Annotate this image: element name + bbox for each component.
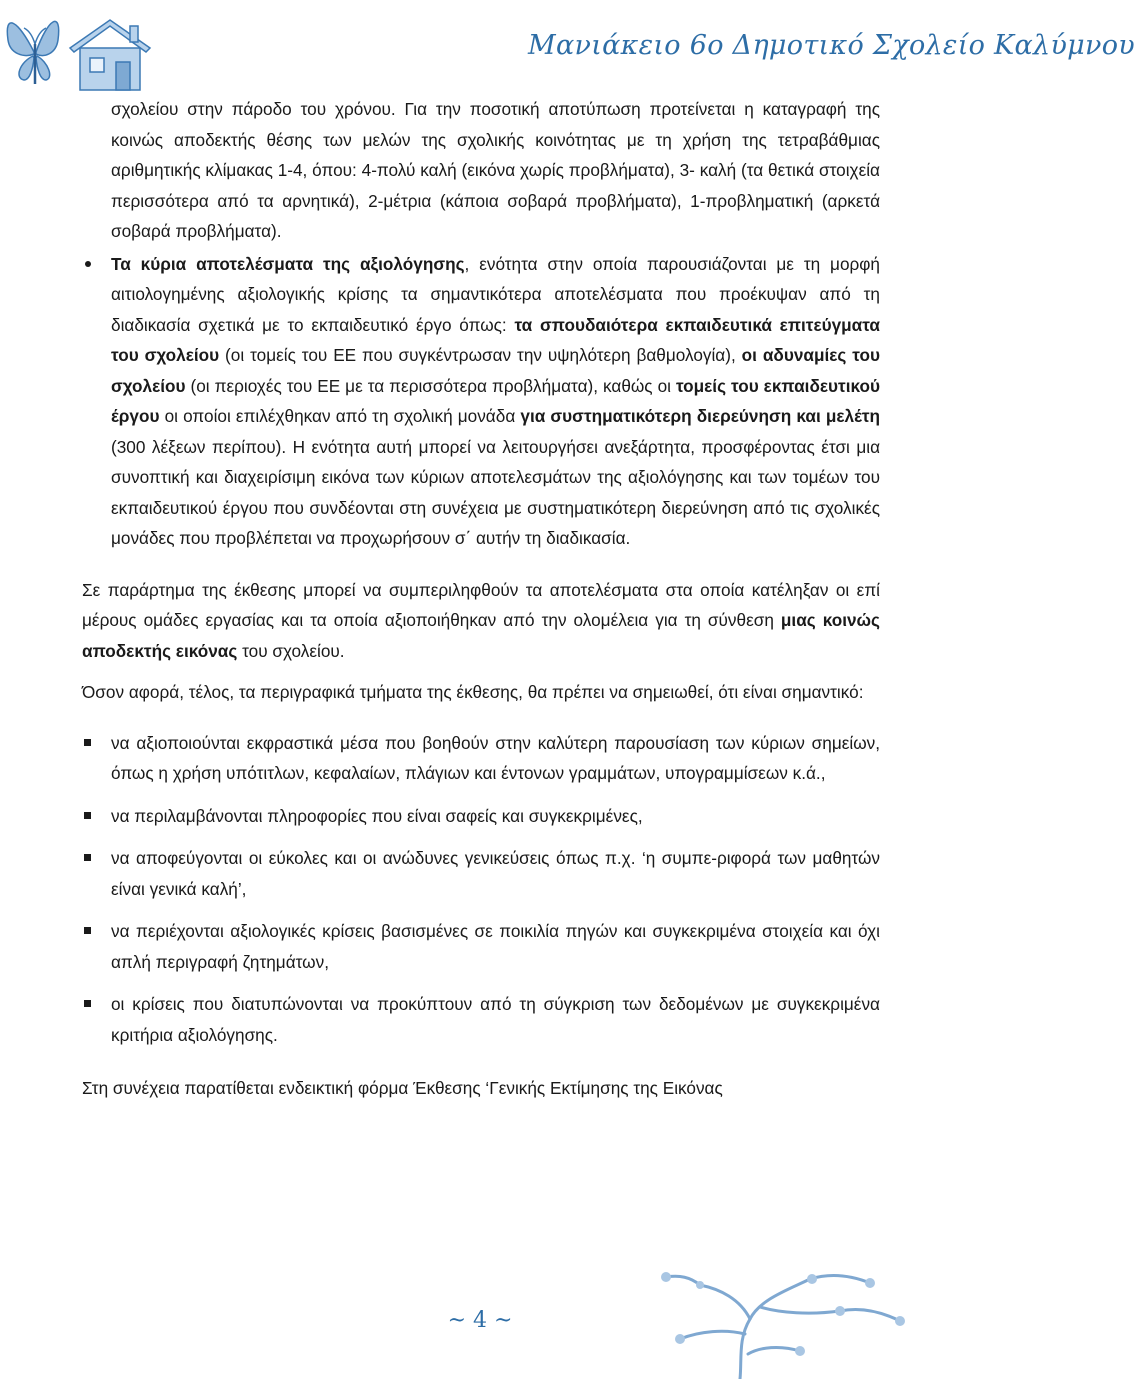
school-title: Μανιάκειο 6ο Δημοτικό Σχολείο Καλύμνου [528,30,1135,61]
bold-phrase: τα σπουδαιότερα εκπαιδευτικά επιτεύγματα του σχολείου [111,314,880,365]
butterfly-icon [7,21,58,84]
list-item-text: να περιλαμβάνονται πληροφορίες που είναι σαφείς και συγκεκριμένες, [111,805,643,826]
header-decoration [0,0,160,100]
text-run: οι οποίοι επιλέχθηκαν από τη σχολική μονάδα [159,406,521,426]
square-bullet-icon [84,739,91,746]
bold-phrase: Τα κύρια αποτελέσματα της αξιολόγησης [111,253,465,274]
list-item [82,916,880,977]
bold-phrase: οι αδυναμίες του σχολείου [111,345,880,396]
text-run: του σχολείου. [237,640,345,661]
list-item-text: οι κρίσεις που διατυπώνονται να προκύπτουν από τη σύγκριση των δεδομένων με συγκεκριμένα κριτήρια αξιολόγησης. [111,994,880,1045]
text-run: (οι περιοχές του ΕΕ με τα περισσότερα προβλήματα), καθώς οι [185,375,676,396]
page-number: ~ 4 ~ [447,1308,513,1333]
square-bullet-icon [84,812,91,819]
main-results-bullet [82,249,880,554]
text-run: Σε παράρτημα της έκθεσης μπορεί να συμπεριληφθούν τα αποτελέσματα στα οποία κατέληξαν οι επί μέρους ομάδες εργασίας και τα οποία αξιοποιήθηκαν από την ολομέλεια για τη σύνθεση [82,579,880,630]
text-run: , ενότητα στην οποία παρουσιάζονται με τη μορφή αιτιολογημένης αξιολογικής κρίσης τα σημαντικότερα αποτελέσματα που προέκυψαν από τη διαδικασία σχετικά με το εκπαιδευτικό έργο όπως: [111,253,880,335]
appendix-paragraph [82,575,880,667]
bullet-dot-icon [85,261,91,267]
text-run: (300 λέξεων περίπου). Η ενότητα αυτή μπορεί να λειτουργήσει ανεξάρτητα, προσφέροντας έτσι μια συνοπτική και διαχειρίσιμη εικόνα των κύριων αποτελεσμάτων της αξιολόγησης και των τομέων του εκπαιδευτικού έργου που συνδέονται στη συνέχεια με συστηματικότερη διερεύνηση από τις σχολικές μονάδες που προβλέπεται να προχωρήσουν σ΄ αυτήν τη διαδικασία. [111,436,880,548]
bold-phrase: μιας κοινώς αποδεκτής εικόνας [82,610,880,661]
descriptive-parts-paragraph: Όσον αφορά, τέλος, τα περιγραφικά τμήματα της έκθεσης, θα πρέπει να σημειωθεί, ότι είναι σημαντικό: [82,682,864,702]
list-item [82,728,880,789]
list-item-text: να περιέχονται αξιολογικές κρίσεις βασισμένες σε ποικιλία πηγών και συγκεκριμένα στοιχεία και όχι απλή περιγραφή ζητημάτων, [111,921,880,972]
square-bullet-icon [84,1000,91,1007]
list-item-text: να αποφεύγονται οι εύκολες και οι ανώδυνες γενικεύσεις όπως π.χ. ‘η συμπε-ριφορά των μαθητών είναι γενικά καλή’, [111,848,880,899]
intro-paragraph: σχολείου στην πάροδο του χρόνου. Για την ποσοτική αποτύπωση προτείνεται η καταγραφή της κοινώς αποδεκτής θέσης των μελών της σχολικής κοινότητας με τη χρήση της τετραβάθμιας αριθμητικής κλίμακας 1-4, όπου: 4-πολύ καλή (εικόνα χωρίς προβλήματα), 3- καλή (τα θετικά στοιχεία περισσότερα από τα αρνητικά), 2-μέτρια (κάποια σοβαρά προβλήματα), 1-προβληματική (αρκετά σοβαρά προβλήματα). [111,99,880,241]
bold-phrase: τομείς του εκπαιδευτικού έργου [111,375,880,426]
bold-phrase: για συστηματικότερη διερεύνηση και μελέτη [520,406,881,426]
main-results-text [111,249,880,554]
text-run: (οι τομείς του ΕΕ που συγκέντρωσαν την υψηλότερη βαθμολογία), [219,345,742,365]
list-item [82,843,880,904]
page-content [82,94,880,1104]
square-bullet-icon [84,927,91,934]
house-icon [70,20,150,90]
requirements-list [82,728,880,1051]
list-item [82,801,880,832]
square-bullet-icon [84,854,91,861]
closing-paragraph: Στη συνέχεια παρατίθεται ενδεικτική φόρμα Έκθεσης ‘Γενικής Εκτίμησης της Εικόνας [82,1078,723,1098]
list-item-text: να αξιοποιούνται εκφραστικά μέσα που βοηθούν στην καλύτερη παρουσίαση των κύριων σημείων, όπως η χρήση υπότιτλων, κεφαλαίων, πλάγιων και έντονων γραμμάτων, υπογραμμίσεων κ.ά., [111,732,880,783]
list-item [82,989,880,1050]
